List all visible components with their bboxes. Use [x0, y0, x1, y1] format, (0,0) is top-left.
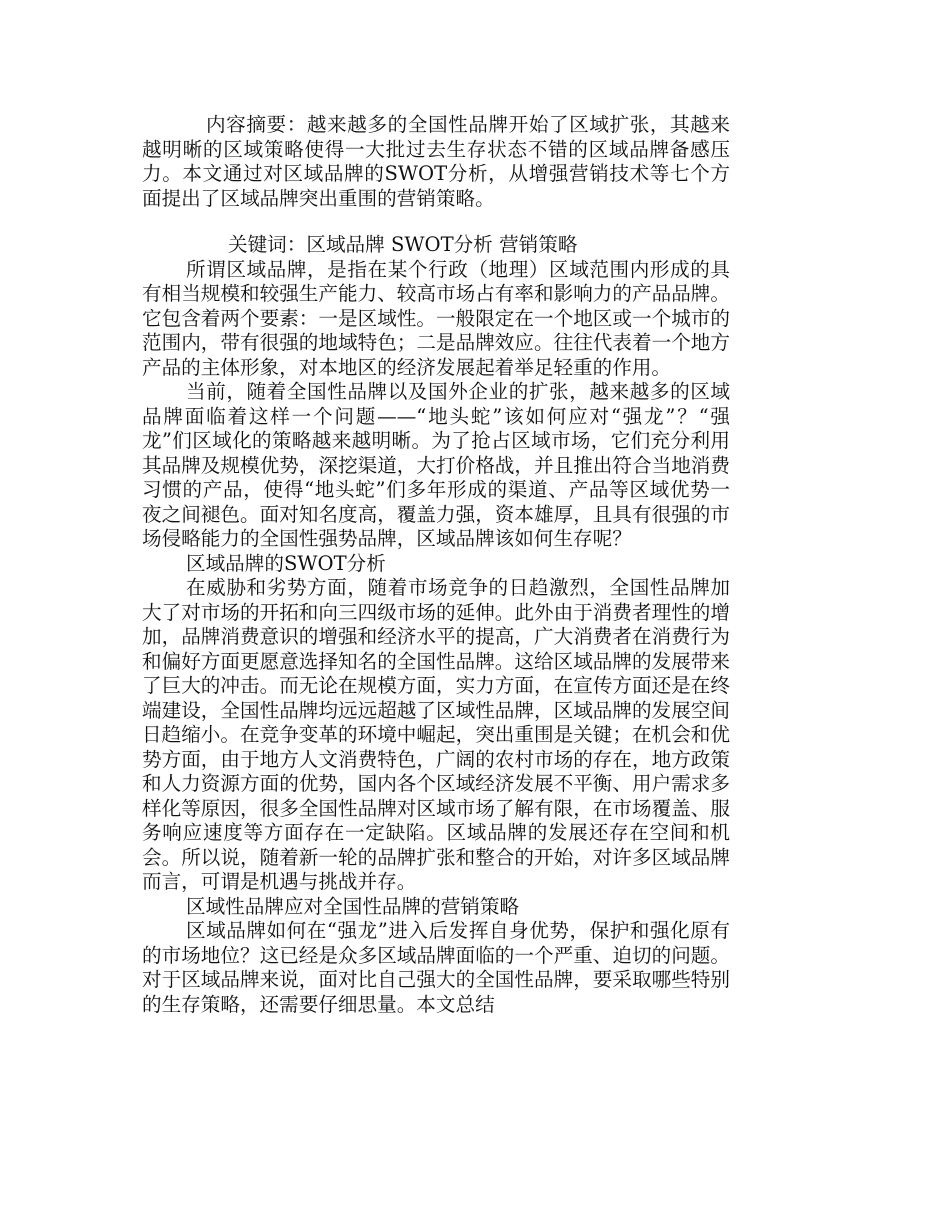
- section-heading-swot: 区域品牌的SWOT分析: [186, 551, 386, 575]
- document-page: [142, 113, 730, 1017]
- body-paragraph-strategy: 区域品牌如何在“强龙”进入后发挥自身优势，保护和强化原有的市场地位？这已经是众多区域品牌面临的一个严重、迫切的问题。对于区域品牌来说，面对比自己强大的全国性品牌，要采取哪些特别的生存策略，还需要仔细思量。本文总结: [142, 919, 730, 1016]
- body-paragraph-current-situation: 当前，随着全国性品牌以及国外企业的扩张，越来越多的区域品牌面临着这样一个问题——“地头蛇”该如何应对“强龙”？“强龙”们区域化的策略越来越明晰。为了抢占区域市场，它们充分利用其品牌及规模优势，深挖渠道，大打价格战，并且推出符合当地消费习惯的产品，使得“地头蛇”们多年形成的渠道、产品等区域优势一夜之间褪色。面对知名度高，覆盖力强，资本雄厚，且具有很强的市场侵略能力的全国性强势品牌，区域品牌该如何生存呢？: [142, 380, 730, 550]
- body-paragraph-swot: 在威胁和劣势方面，随着市场竞争的日趋激烈，全国性品牌加大了对市场的开拓和向三四级市场的延伸。此外由于消费者理性的增加，品牌消费意识的增强和经济水平的提高，广大消费者在消费行为和偏好方面更愿意选择知名的全国性品牌。这给区域品牌的发展带来了巨大的冲击。而无论在规模方面，实力方面，在宣传方面还是在终端建设，全国性品牌均远远超越了区域性品牌，区域品牌的发展空间日趋缩小。在竞争变革的环境中崛起，突出重围是关键；在机会和优势方面，由于地方人文消费特色，广阔的农村市场的存在，地方政策和人力资源方面的优势，国内各个区域经济发展不平衡、用户需求多样化等原因，很多全国性品牌对区域市场了解有限，在市场覆盖、服务响应速度等方面存在一定缺陷。区域品牌的发展还存在空间和机会。所以说，随着新一轮的品牌扩张和整合的开始，对许多区域品牌而言，可谓是机遇与挑战并存。: [142, 576, 730, 893]
- section-heading-strategy: 区域性品牌应对全国性品牌的营销策略: [186, 894, 520, 918]
- abstract-paragraph: 内容摘要：越来越多的全国性品牌开始了区域扩张，其越来越明晰的区域策略使得一大批过去生存状态不错的区域品牌备感压力。本文通过对区域品牌的SWOT分析，从增强营销技术等七个方面提出了区域品牌突出重围的营销策略。: [142, 113, 730, 210]
- body-paragraph-definition: 所谓区域品牌，是指在某个行政（地理）区域范围内形成的具有相当规模和较强生产能力、较高市场占有率和影响力的产品品牌。它包含着两个要素：一是区域性。一般限定在一个地区或一个城市的范围内，带有很强的地域特色；二是品牌效应。往往代表着一个地方产品的主体形象，对本地区的经济发展起着举足轻重的作用。: [142, 257, 730, 379]
- keywords-line: 关键词：区域品牌 SWOT分析 营销策略: [228, 233, 578, 256]
